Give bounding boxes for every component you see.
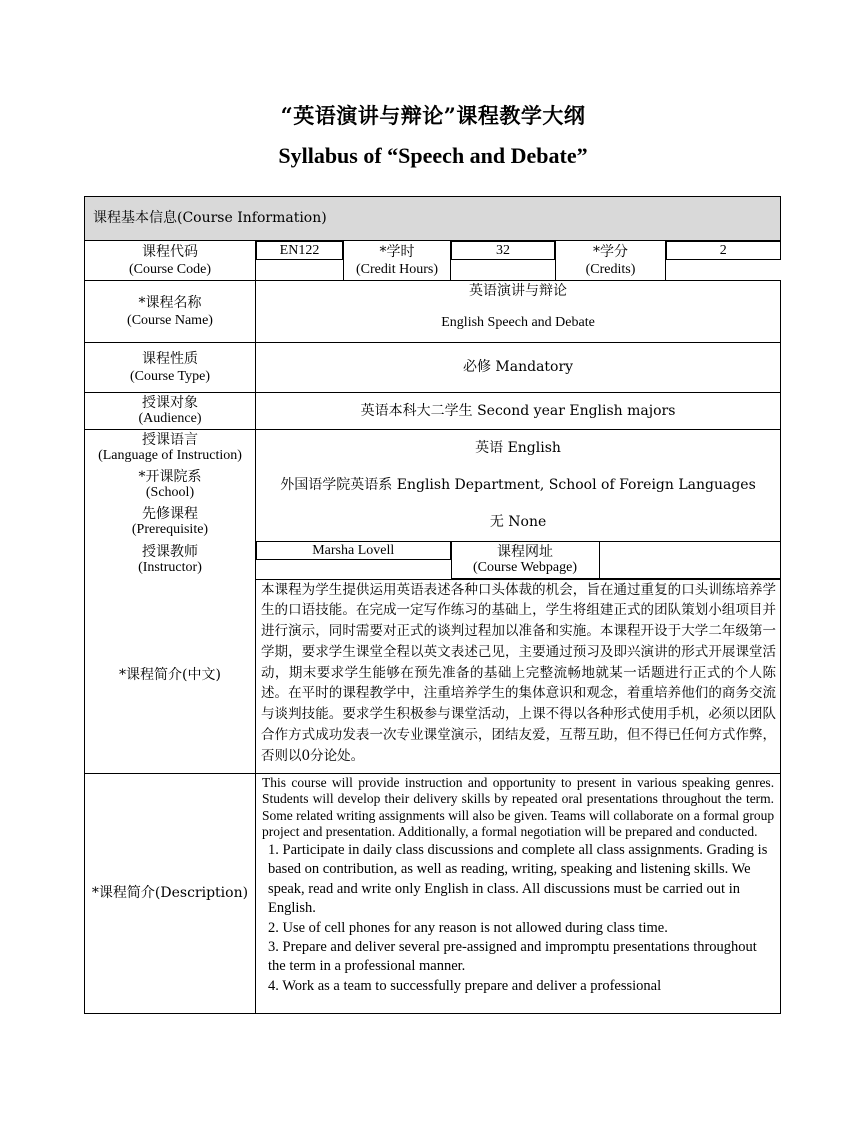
course-type-label: 课程性质 (Course Type) [85, 343, 256, 393]
prerequisite-value: 无 None [256, 504, 781, 541]
course-webpage-value [599, 541, 780, 578]
intro-cn-text: 本课程为学生提供运用英语表述各种口头体裁的机会，旨在通过重复的口头训练培养学生的口语技能。在完成一定写作练习的基础上，学生将组建正式的团队策划小组项目并进行演示，同时需要对正式的谈判过程加以准备和实施。本课程开设于大学二年级第一学期，要求学生课堂全程以英文表述己见，主要通过预习及即兴演讲的形式开展课堂活动，期末要求学生能够在预先准备的基础上完整流畅地就某一话题进行正式的个人陈述。在平时的课程教学中，注重培养学生的集体意识和观念，着重培养他们的商务交流与谈判技能。要求学生积极参与课堂活动，上课不得以各种形式使用手机，必须以团队合作方式成功发表一次专业课堂演示，团结友爱，互帮互助，但不得已任何方式作弊，否则以0分论处。 [256, 579, 781, 773]
course-webpage-label: 课程网址 (Course Webpage) [451, 541, 599, 578]
section-header-row [85, 197, 781, 241]
intro-cn-label: *课程简介(中文) [85, 579, 256, 773]
intro-en-content [256, 773, 781, 1013]
language-value: 英语 English [256, 430, 781, 467]
school-row [85, 467, 781, 504]
document-title-en: Syllabus of “Speech and Debate” [278, 143, 588, 168]
credit-hours-label: *学时 (Credit Hours) [344, 241, 451, 281]
list-item: 1. Participate in daily class discussions and complete all class assignments. Grading is based on contribution, as well as reading, writing, speaking and listening skills. We speak, read and write only English in class. All discussions must be carried out in English. [268, 841, 768, 917]
school-label: *开课院系 (School) [85, 467, 256, 504]
list-item: 3. Prepare and deliver several pre-assigned and impromptu presentations throughout the term in a professional manner. [268, 938, 757, 975]
instructor-block [256, 541, 781, 580]
intro-en-paragraph: This course will provide instruction and opportunity to present in various speaking genres. Students will develop their delivery skills by repeated oral presentations throughout the term. Some related writing assignments will also be given. Teams will collaborate on a formal group project and presentation. Additionally, a formal negotiation will be prepared and conducted. [262, 774, 775, 840]
course-code-row [85, 241, 781, 281]
audience-row [85, 393, 781, 430]
intro-cn-row [85, 579, 781, 773]
section-header: 课程基本信息(Course Information) [85, 197, 781, 241]
syllabus-table [84, 196, 781, 1014]
language-row [85, 430, 781, 467]
audience-value: 英语本科大二学生 Second year English majors [256, 393, 781, 430]
credits-label: *学分 (Credits) [556, 241, 666, 281]
audience-label: 授课对象 (Audience) [85, 393, 256, 430]
prerequisite-row [85, 504, 781, 541]
language-label: 授课语言 (Language of Instruction) [85, 430, 256, 467]
requirements-list [262, 841, 774, 996]
document-title-cn: “英语演讲与辩论”课程教学大纲 [280, 103, 586, 128]
list-item: 4. Work as a team to successfully prepare and deliver a professional [268, 977, 662, 994]
intro-en-row [85, 773, 781, 1013]
credit-hours-value: 32 [451, 241, 555, 260]
course-type-value: 必修 Mandatory [256, 343, 781, 393]
intro-en-label: *课程简介(Description) [85, 773, 256, 1013]
course-code-value: EN122 [256, 241, 343, 260]
school-value: 外国语学院英语系 English Department, School of Foreign Languages [256, 467, 781, 504]
prerequisite-label: 先修课程 (Prerequisite) [85, 504, 256, 541]
course-code-label: 课程代码 (Course Code) [85, 241, 256, 281]
course-name-en: English Speech and Debate [441, 315, 595, 330]
credits-value: 2 [666, 241, 781, 260]
list-item: 2. Use of cell phones for any reason is not allowed during class time. [268, 919, 668, 936]
course-name-value [256, 281, 781, 343]
course-name-label: *课程名称 (Course Name) [85, 281, 256, 343]
instructor-label: 授课教师 (Instructor) [85, 541, 256, 580]
course-name-cn: 英语演讲与辩论 [469, 283, 568, 299]
instructor-value: Marsha Lovell [256, 541, 451, 560]
instructor-row [85, 541, 781, 580]
course-name-row [85, 281, 781, 343]
course-type-row [85, 343, 781, 393]
